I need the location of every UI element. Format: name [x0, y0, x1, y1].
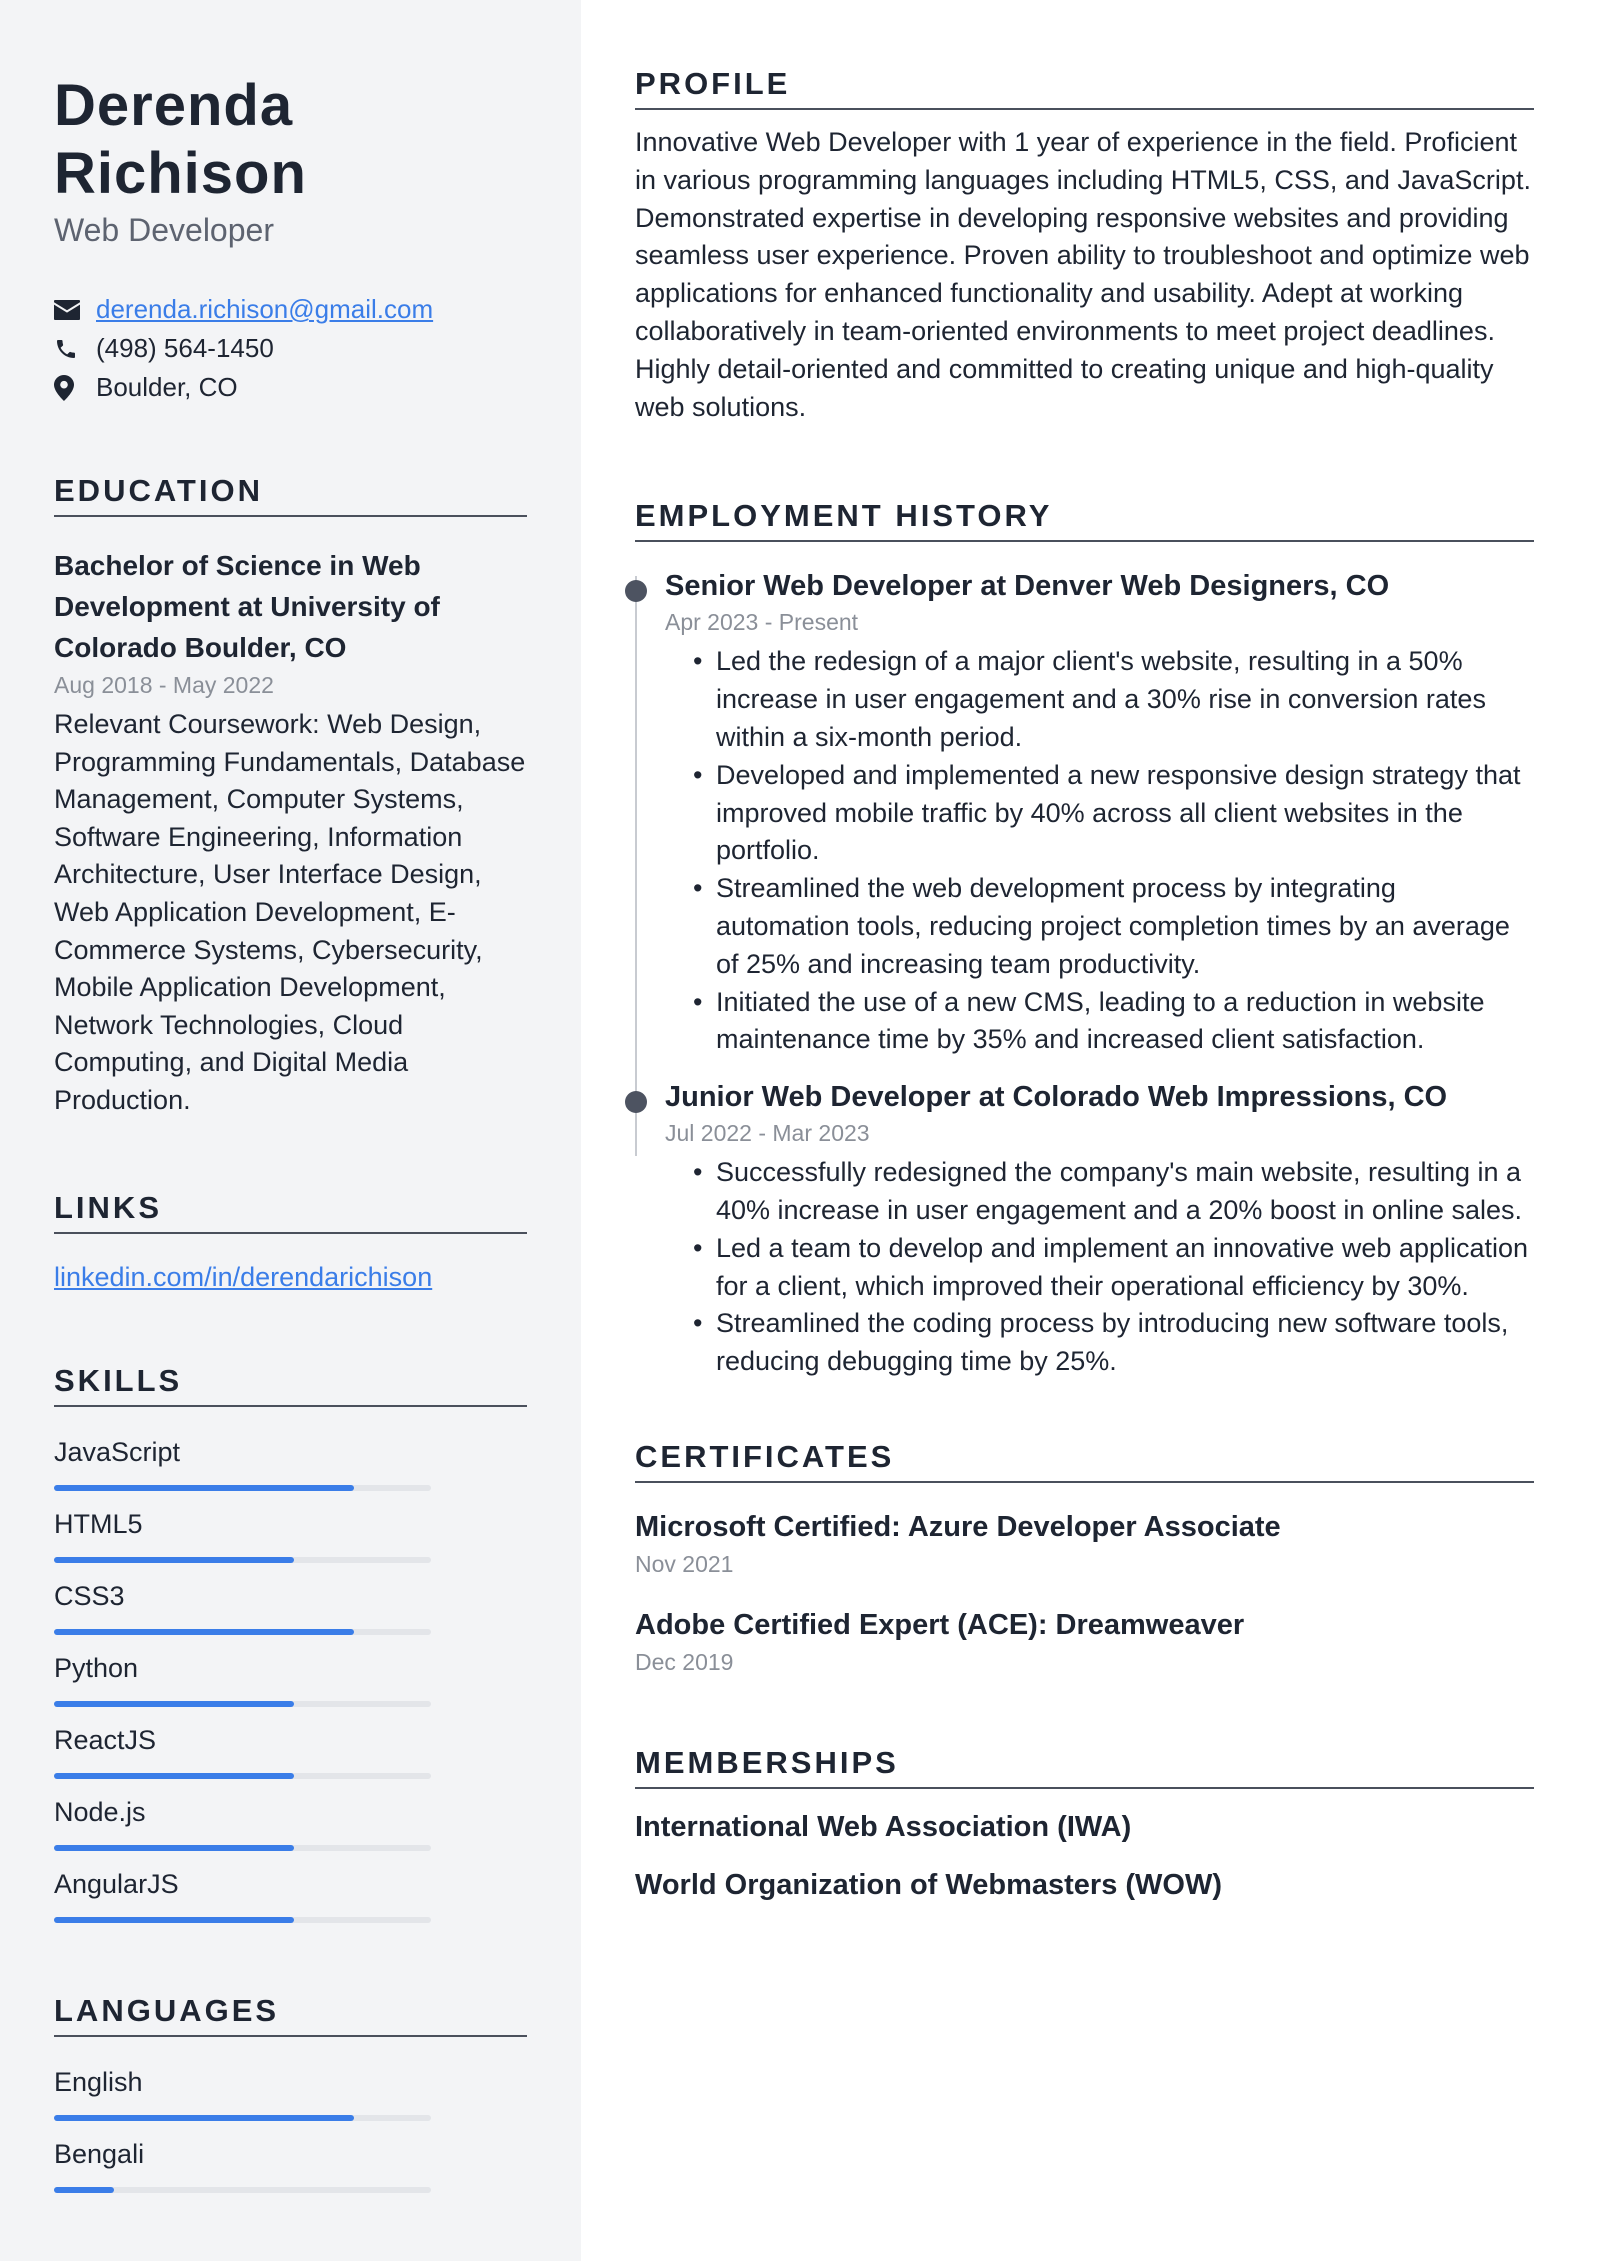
- membership-item: International Web Association (IWA): [635, 1810, 1132, 1843]
- language-level-track: [54, 2187, 431, 2193]
- job-bullet: • Streamlined the coding process by introducing new software tools, reducing debugging time by 25%.: [665, 1305, 1534, 1381]
- skill-level-fill: [54, 1845, 294, 1851]
- language-item: [54, 2137, 527, 2193]
- phone-icon: [54, 337, 96, 361]
- job-bullet: • Streamlined the web development process by integrating automation tools, reducing project completion times by an average of 25% and increasing team productivity.: [665, 870, 1534, 983]
- employment-timeline: [635, 566, 1534, 1381]
- name-first: Derenda: [54, 73, 294, 138]
- skill-item: [54, 1723, 527, 1779]
- envelope-icon: [54, 300, 96, 320]
- skill-item: [54, 1867, 527, 1923]
- education-degree: Bachelor of Science in Web Development at University of Colorado Boulder, CO: [54, 550, 440, 663]
- language-level-fill: [54, 2115, 354, 2121]
- skill-level-fill: [54, 1557, 294, 1563]
- skill-item: [54, 1651, 527, 1707]
- skill-label: JavaScript: [54, 1436, 181, 1467]
- skill-level-fill: [54, 1701, 294, 1707]
- phone-number: (498) 564-1450: [96, 333, 274, 363]
- languages-section: [54, 1993, 527, 2193]
- languages-heading: LANGUAGES: [54, 1993, 527, 2037]
- skill-level-track: [54, 1557, 431, 1563]
- profile-heading: PROFILE: [635, 66, 1534, 110]
- job-title: Web Developer: [54, 212, 274, 248]
- education-section: [54, 473, 527, 1120]
- candidate-name: [54, 72, 354, 208]
- certificates-heading: CERTIFICATES: [635, 1439, 1534, 1483]
- skills-list: [54, 1435, 527, 1923]
- memberships-section: [635, 1745, 1534, 1905]
- education-description: Relevant Coursework: Web Design, Programming Fundamentals, Database Management, Computer Systems, Software Engineering, Information Architecture, User Interface Design, Web Application Development, E-Commerce Systems, Cybersecurity, Mobile Application Development, Network Technologies, Cloud Computing, and Digital Media Production.: [54, 709, 526, 1115]
- membership-item: World Organization of Webmasters (WOW): [635, 1868, 1222, 1901]
- timeline-dot: [625, 1091, 647, 1113]
- skill-label: Node.js: [54, 1796, 146, 1827]
- job-entry: [665, 566, 1534, 1059]
- skill-item: [54, 1579, 527, 1635]
- employment-heading: EMPLOYMENT HISTORY: [635, 498, 1534, 542]
- job-bullet: • Led a team to develop and implement an innovative web application for a client, which improved their operational efficiency by 30%.: [665, 1230, 1534, 1306]
- memberships-list: [635, 1807, 1534, 1905]
- certificate-date: Dec 2019: [635, 1648, 734, 1675]
- certificates-list: [635, 1507, 1534, 1679]
- skill-label: ReactJS: [54, 1724, 157, 1755]
- profile-text: Innovative Web Developer with 1 year of experience in the field. Proficient in various programming languages including HTML5, CSS, and JavaScript. Demonstrated expertise in developing responsive websites and providing seamless user experience. Proven ability to troubleshoot and optimize web applications for enhanced functionality and usability. Adept at working collaboratively in team-oriented environments to meet project deadlines. Highly detail-oriented and committed to creating unique and high-quality web solutions.: [635, 127, 1531, 422]
- skill-level-track: [54, 1485, 431, 1491]
- job-bullets: [665, 643, 1534, 1059]
- skill-level-fill: [54, 1773, 294, 1779]
- skill-level-fill: [54, 1629, 354, 1635]
- employment-section: [635, 498, 1534, 1381]
- job-date: Jul 2022 - Mar 2023: [665, 1120, 870, 1147]
- job-title: Senior Web Developer at Denver Web Designers, CO: [665, 570, 1390, 603]
- job-bullet: • Successfully redesigned the company's main website, resulting in a 40% increase in user engagement and a 20% boost in online sales.: [665, 1154, 1534, 1230]
- map-pin-icon: [54, 375, 96, 401]
- certificate-name: Microsoft Certified: Azure Developer Associate: [635, 1510, 1281, 1543]
- job-bullet: • Led the redesign of a major client's website, resulting in a 50% increase in user engagement and a 30% rise in conversion rates within a six-month period.: [665, 643, 1534, 756]
- name-last: Richison: [54, 141, 307, 206]
- links-section: [54, 1190, 527, 1293]
- skill-label: HTML5: [54, 1508, 143, 1539]
- skill-level-track: [54, 1773, 431, 1779]
- linkedin-link[interactable]: linkedin.com/in/derendarichison: [54, 1261, 433, 1292]
- education-heading: EDUCATION: [54, 473, 527, 517]
- links-heading: LINKS: [54, 1190, 527, 1234]
- skill-level-fill: [54, 1485, 354, 1491]
- education-date: Aug 2018 - May 2022: [54, 672, 274, 698]
- skills-section: [54, 1363, 527, 1923]
- contact-block: [54, 290, 527, 407]
- skill-item: [54, 1435, 527, 1491]
- skill-level-track: [54, 1701, 431, 1707]
- language-level-track: [54, 2115, 431, 2121]
- certificate-item: [635, 1507, 1534, 1581]
- skill-level-fill: [54, 1917, 294, 1923]
- skill-item: [54, 1507, 527, 1563]
- location: Boulder, CO: [96, 372, 238, 402]
- sidebar: [0, 0, 581, 2261]
- languages-list: [54, 2065, 527, 2193]
- job-date: Apr 2023 - Present: [665, 609, 859, 636]
- jobs-list: [665, 566, 1534, 1381]
- main-content: [581, 0, 1600, 2261]
- certificates-section: [635, 1439, 1534, 1679]
- profile-section: [635, 66, 1534, 426]
- job-bullet: • Initiated the use of a new CMS, leading to a reduction in website maintenance time by 35% and increased client satisfaction.: [665, 984, 1534, 1060]
- contact-location-row: [54, 368, 527, 407]
- language-label: English: [54, 2066, 143, 2097]
- skill-label: CSS3: [54, 1580, 125, 1611]
- language-item: [54, 2065, 527, 2121]
- language-label: Bengali: [54, 2138, 145, 2169]
- language-level-fill: [54, 2187, 114, 2193]
- certificate-date: Nov 2021: [635, 1550, 734, 1577]
- certificate-name: Adobe Certified Expert (ACE): Dreamweaver: [635, 1608, 1245, 1641]
- skill-level-track: [54, 1845, 431, 1851]
- skill-level-track: [54, 1629, 431, 1635]
- skill-label: Python: [54, 1652, 139, 1683]
- certificate-item: [635, 1605, 1534, 1679]
- timeline-line: [635, 576, 637, 1156]
- contact-phone-row: [54, 329, 527, 368]
- skill-label: AngularJS: [54, 1868, 179, 1899]
- skill-level-track: [54, 1917, 431, 1923]
- job-bullets: [665, 1154, 1534, 1381]
- job-bullet: • Developed and implemented a new responsive design strategy that improved mobile traffic by 40% across all client websites in the portfolio.: [665, 757, 1534, 870]
- memberships-heading: MEMBERSHIPS: [635, 1745, 1534, 1789]
- skill-item: [54, 1795, 527, 1851]
- job-title: Junior Web Developer at Colorado Web Impressions, CO: [665, 1081, 1448, 1114]
- contact-email-row: [54, 290, 527, 329]
- job-entry: [665, 1077, 1534, 1381]
- email-link[interactable]: derenda.richison@gmail.com: [96, 294, 434, 324]
- skills-heading: SKILLS: [54, 1363, 527, 1407]
- timeline-dot: [625, 580, 647, 602]
